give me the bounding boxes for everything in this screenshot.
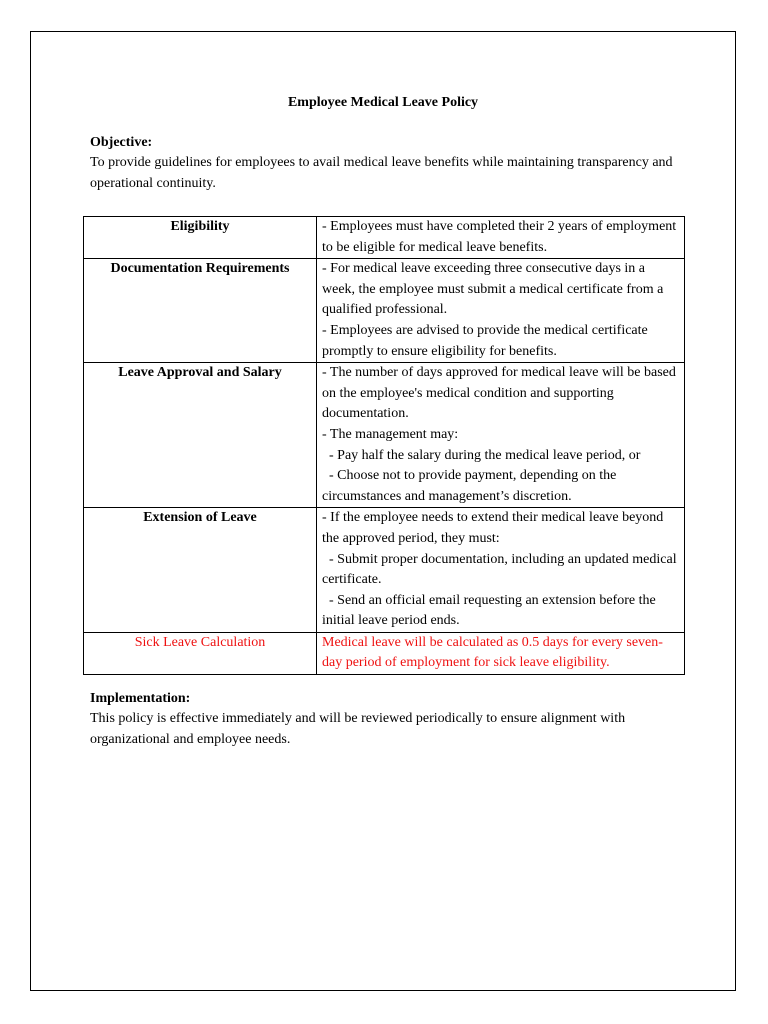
documentation-label: Documentation Requirements [84, 259, 317, 363]
table-row-eligibility [84, 217, 685, 259]
leave-approval-line: - The management may: [322, 426, 459, 442]
leave-approval-line: - Pay half the salary during the medical leave period, or [322, 447, 641, 463]
documentation-line: - Employees are advised to provide the medical certificate promptly to ensure eligibility for benefits. [322, 322, 652, 359]
leave-approval-line: - Choose not to provide payment, depending on the circumstances and management’s discretion. [322, 468, 620, 504]
policy-table [83, 216, 685, 675]
leave-approval-description [317, 363, 685, 508]
sick-leave-line: Medical leave will be calculated as 0.5 days for every seven-day period of employment for sick leave eligibility. [322, 634, 663, 671]
leave-approval-line: - The number of days approved for medical leave will be based on the employee's medical condition and supporting documentation. [322, 365, 680, 422]
objective-heading: Objective: [90, 135, 153, 150]
extension-line: - Send an official email requesting an extension before the initial leave period ends. [322, 592, 660, 629]
objective-body: To provide guidelines for employees to avail medical leave benefits while maintaining transparency and operational continuity. [90, 155, 673, 191]
implementation-body: This policy is effective immediately and will be reviewed periodically to ensure alignment with organizational and employee needs. [90, 711, 626, 747]
extension-description [317, 508, 685, 633]
extension-line: - If the employee needs to extend their medical leave beyond the approved period, they must: [322, 510, 667, 546]
eligibility-line: - Employees must have completed their 2 years of employment to be eligible for medical leave benefits. [322, 219, 680, 255]
eligibility-description [317, 217, 685, 259]
table-row-leave-approval [84, 363, 685, 508]
implementation-heading: Implementation: [90, 691, 191, 706]
leave-approval-label: Leave Approval and Salary [84, 363, 317, 508]
table-row-documentation [84, 259, 685, 363]
documentation-description [317, 259, 685, 363]
sick-leave-description [317, 632, 685, 674]
table-row-extension [84, 508, 685, 633]
extension-label: Extension of Leave [84, 508, 317, 633]
sick-leave-label: Sick Leave Calculation [84, 632, 317, 674]
documentation-line: - For medical leave exceeding three consecutive days in a week, the employee must submit a medical certificate from a qualified professional. [322, 261, 667, 318]
eligibility-label: Eligibility [84, 217, 317, 259]
table-row-sick-leave [84, 632, 685, 674]
document-title: Employee Medical Leave Policy [287, 95, 479, 110]
extension-line: - Submit proper documentation, including an updated medical certificate. [322, 551, 681, 588]
